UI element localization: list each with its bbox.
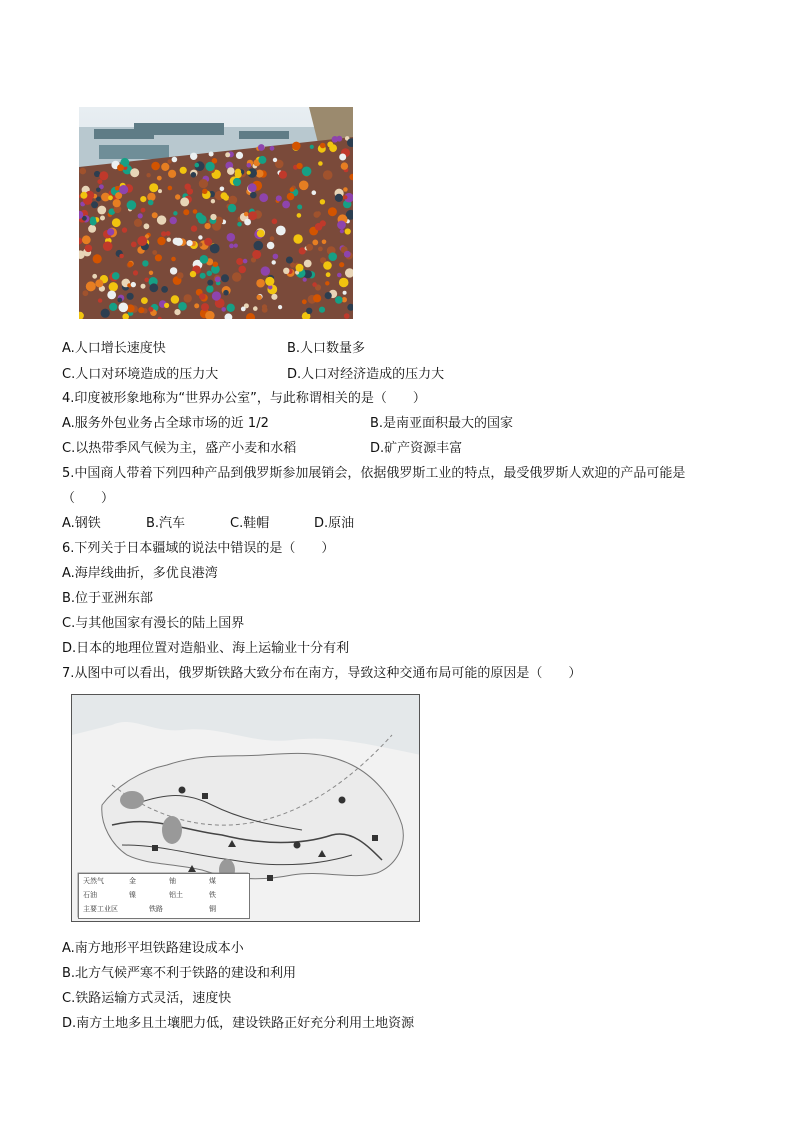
q4-option-c[interactable]: C.以热带季风气候为主，盛产小麦和水稻: [62, 441, 297, 456]
q7-option-b[interactable]: B.北方气候严寒不利于铁路的建设和利用: [62, 966, 297, 981]
q4-stem: 4.印度被形象地称为“世界办公室”，与此称谓相关的是（ ）: [62, 391, 426, 406]
q4-option-d[interactable]: D.矿产资源丰富: [370, 441, 463, 456]
q6-option-c[interactable]: C.与其他国家有漫长的陆上国界: [62, 616, 245, 631]
legend-bauxite: 铝土: [169, 891, 183, 899]
q3-option-a[interactable]: A.人口增长速度快: [62, 341, 166, 356]
q6-option-a[interactable]: A.海岸线曲折，多优良港湾: [62, 566, 218, 581]
q7-option-c[interactable]: C.铁路运输方式灵活，速度快: [62, 991, 232, 1006]
q5-option-c[interactable]: C.鞋帽: [230, 516, 270, 531]
q3-option-b[interactable]: B.人口数量多: [287, 341, 366, 356]
legend-uranium: 铀: [169, 877, 176, 885]
legend-oil: 石油: [83, 891, 97, 899]
q5-option-b[interactable]: B.汽车: [146, 516, 186, 531]
q7-option-d[interactable]: D.南方土地多且土壤肥力低，建设铁路正好充分利用土地资源: [62, 1016, 415, 1031]
q5-stem-continued: （ ）: [62, 491, 115, 506]
q4-option-a[interactable]: A.服务外包业务占全球市场的近 1/2: [62, 416, 269, 431]
legend-railway: 铁路: [149, 905, 163, 913]
legend-nickel: 镍: [129, 891, 136, 899]
q6-option-d[interactable]: D.日本的地理位置对造船业、海上运输业十分有利: [62, 641, 350, 656]
q5-option-a[interactable]: A.钢铁: [62, 516, 101, 531]
q4-option-b[interactable]: B.是南亚面积最大的国家: [370, 416, 514, 431]
legend-iron: 铁: [209, 891, 216, 899]
q7-option-a[interactable]: A.南方地形平坦铁路建设成本小: [62, 941, 244, 956]
q6-stem: 6.下列关于日本疆域的说法中错误的是（ ）: [62, 541, 335, 556]
legend-copper: 铜: [209, 905, 216, 913]
q3-option-c[interactable]: C.人口对环境造成的压力大: [62, 367, 219, 382]
q5-stem: 5.中国商人带着下列四种产品到俄罗斯参加展销会，依据俄罗斯工业的特点，最受俄罗斯人欢迎的产品可能是: [62, 466, 686, 481]
legend-coal: 煤: [209, 877, 216, 885]
q5-option-d[interactable]: D.原油: [314, 516, 355, 531]
crowd-riverbank-photo: [79, 107, 353, 319]
legend-gold: 金: [129, 877, 136, 885]
q3-option-d[interactable]: D.人口对经济造成的压力大: [287, 367, 445, 382]
russia-outline: [102, 753, 403, 878]
q7-stem: 7.从图中可以看出，俄罗斯铁路大致分布在南方，导致这种交通布局可能的原因是（ ）: [62, 666, 582, 681]
legend-gas: 天然气: [83, 877, 104, 885]
map-legend-box: [78, 873, 250, 919]
industrial-zone: [120, 791, 144, 809]
industrial-zone: [162, 816, 182, 844]
legend-industrial-zone: 主要工业区: [83, 905, 118, 913]
russia-railway-map: [71, 694, 420, 922]
q6-option-b[interactable]: B.位于亚洲东部: [62, 591, 154, 606]
